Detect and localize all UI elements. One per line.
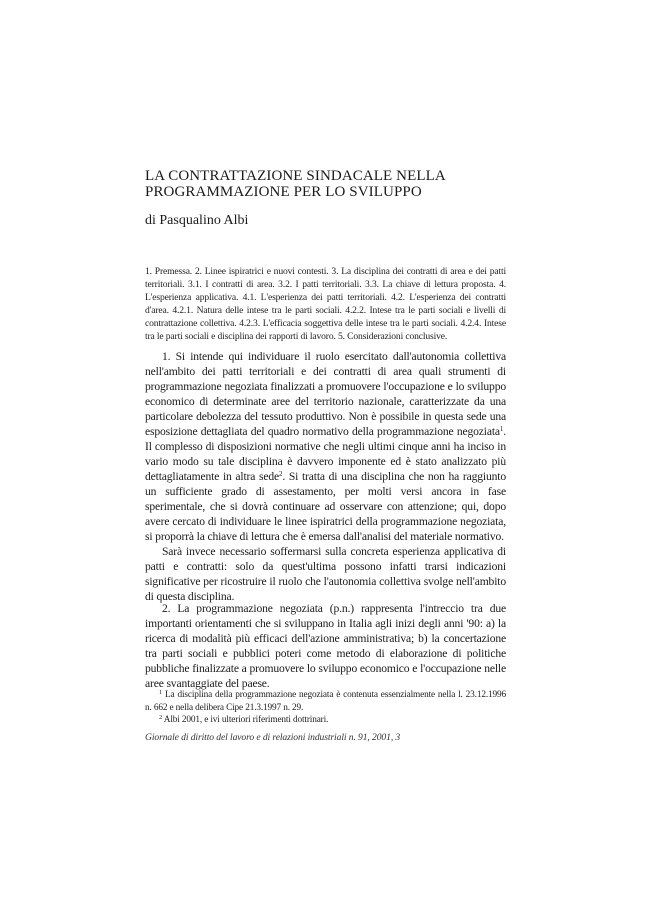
- footnote-1: [145, 689, 506, 714]
- footnote-2-text: Albi 2001, e ivi ulteriori riferimenti dottrinari.: [163, 715, 329, 725]
- footnote-2: [145, 714, 506, 727]
- section-1: [145, 349, 506, 604]
- section-2-paragraph-1: 2. La programmazione negoziata (p.n.) rappresenta l'intreccio tra due importanti orientamenti che si sviluppano in Italia agli inizi degli anni '90: a) la ricerca di modalità più efficaci dell'azione amministrativa; b) la concertazione tra parti sociali e pubblici poteri come metodo di elaborazione di politiche pubbliche finalizzate a promuovere lo sviluppo economico e l'occupazione nelle aree svantaggiate del paese.: [145, 602, 506, 690]
- footnote-1-text: La disciplina della programmazione negoziata è contenuta essenzialmente nella l. 23.12.1996 n. 662 e nella delibera Cipe 21.3.1997 n. 29.: [145, 690, 506, 713]
- footnote-1-number: 1: [159, 689, 163, 696]
- article-author: di Pasqualino Albi: [145, 213, 249, 228]
- footnote-2-number: 2: [159, 714, 163, 721]
- article-title-line-1: LA CONTRATTAZIONE SINDACALE NELLA: [145, 168, 446, 184]
- section-1-text-b: . Il complesso di disposizioni normative che negli ultimi cinque anni ha inciso in vario modo su tale disciplina è davvero imponente ed è stato analizzato più dettagliatamente in altra sede: [145, 425, 506, 483]
- section-1-text-c: . Si tratta di una disciplina che non ha raggiunto un sufficiente grado di assestamento, per molti versi ancora in fase sperimentale, che si dovrà continuare ad osservare con attenzione; qui, dopo avere cercato di individuare le linee ispiratrici della programmazione negoziata, si proporrà la chiave di lettura che è emersa dall'analisi del materiale normativo.: [145, 470, 506, 543]
- section-1-text-a: 1. Si intende qui individuare il ruolo esercitato dall'autonomia collettiva nell'ambito dei patti territoriali e dei contratti di area quali strumenti di programmazione negoziata finalizzati a promuovere l'occupazione e lo sviluppo economico di determinate aree del territorio nazionale, caratterizzate da una particolare debolezza del tessuto produttivo. Non è possibile in questa sede una esposizione dettagliata del quadro normativo della programmazione negoziata: [145, 350, 506, 438]
- journal-citation: Giornale di diritto del lavoro e di relazioni industriali n. 91, 2001, 3: [145, 732, 401, 743]
- footnotes: [145, 689, 506, 727]
- footnote-ref-2[interactable]: 2: [279, 470, 283, 478]
- table-of-contents-summary: 1. Premessa. 2. Linee ispiratrici e nuovi contesti. 3. La disciplina dei contratti di area e dei patti territoriali. 3.1. I contratti di area. 3.2. I patti territoriali. 3.3. La chiave di lettura proposta. 4. L'esperienza applicativa. 4.1. L'esperienza dei patti territoriali. 4.2. L'esperienza dei contratti d'area. 4.2.1. Natura delle intese tra le parti sociali. 4.2.2. Intese tra le parti sociali e livelli di contrattazione collettiva. 4.2.3. L'efficacia soggettiva delle intese tra le parti sociali. 4.2.4. Intese tra le parti sociali e disciplina dei rapporti di lavoro. 5. Considerazioni conclusive.: [145, 266, 506, 342]
- section-1-paragraph-2: Sarà invece necessario soffermarsi sulla concreta esperienza applicativa di patti e contratti: solo da quest'ultima possono infatti trarsi indicazioni significative per ricostruire il ruolo che l'autonomia collettiva svolge nell'ambito di questa disciplina.: [145, 545, 506, 603]
- footnote-ref-1[interactable]: 1: [499, 425, 504, 433]
- section-2: [145, 601, 506, 691]
- article-title-line-2: PROGRAMMAZIONE PER LO SVILUPPO: [145, 184, 422, 200]
- section-1-paragraph-1: [145, 349, 506, 544]
- article-title: [145, 168, 506, 200]
